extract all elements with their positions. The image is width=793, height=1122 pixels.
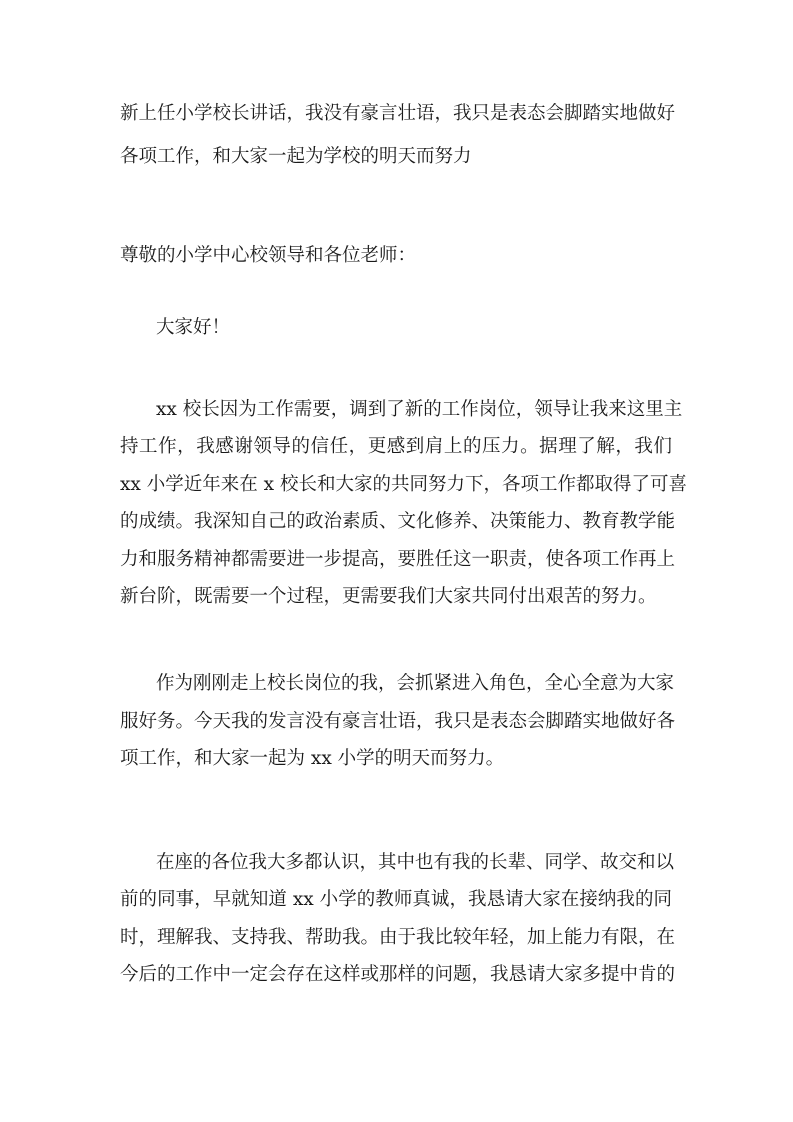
- title-line-1: 新上任小学校长讲话，我没有豪言壮语，我只是表态会脚踏实地做好: [120, 103, 676, 124]
- paragraph-1-line-4: 的成绩。我深知自己的政治素质、文化修养、决策能力、教育教学能: [120, 511, 676, 532]
- paragraph-3-line-2: 前的同事，早就知道 xx 小学的教师真诚，我恳请大家在接纳我的同: [120, 889, 672, 910]
- salutation: 尊敬的小学中心校领导和各位老师：: [120, 245, 417, 266]
- paragraph-3-line-4: 今后的工作中一定会存在这样或那样的问题，我恳请大家多提中肯的: [120, 964, 676, 985]
- paragraph-1-line-5: 力和服务精神都需要进一步提高，要胜任这一职责，使各项工作再上: [120, 549, 676, 570]
- paragraph-1-line-2: 持工作，我感谢领导的信任，更感到肩上的压力。据理了解，我们: [120, 436, 672, 457]
- paragraph-1-line-1: xx 校长因为工作需要，调到了新的工作岗位，领导让我来这里主: [156, 399, 683, 420]
- paragraph-3-line-3: 时，理解我、支持我、帮助我。由于我比较年轻，加上能力有限，在: [120, 927, 676, 948]
- paragraph-2-line-2: 服好务。今天我的发言没有豪言壮语，我只是表态会脚踏实地做好各: [120, 711, 676, 732]
- paragraph-1-line-3: xx 小学近年来在 x 校长和大家的共同努力下，各项工作都取得了可喜: [120, 474, 687, 495]
- paragraph-1-line-6: 新台阶，既需要一个过程，更需要我们大家共同付出艰苦的努力。: [120, 586, 657, 607]
- title-line-2: 各项工作，和大家一起为学校的明天而努力: [120, 146, 472, 167]
- paragraph-2-line-1: 作为刚刚走上校长岗位的我，会抓紧进入角色，全心全意为大家: [156, 673, 675, 694]
- paragraph-2-line-3: 项工作，和大家一起为 xx 小学的明天而努力。: [120, 748, 505, 769]
- greeting: 大家好！: [156, 317, 231, 338]
- paragraph-3-line-1: 在座的各位我大多都认识，其中也有我的长辈、同学、故交和以: [156, 852, 675, 873]
